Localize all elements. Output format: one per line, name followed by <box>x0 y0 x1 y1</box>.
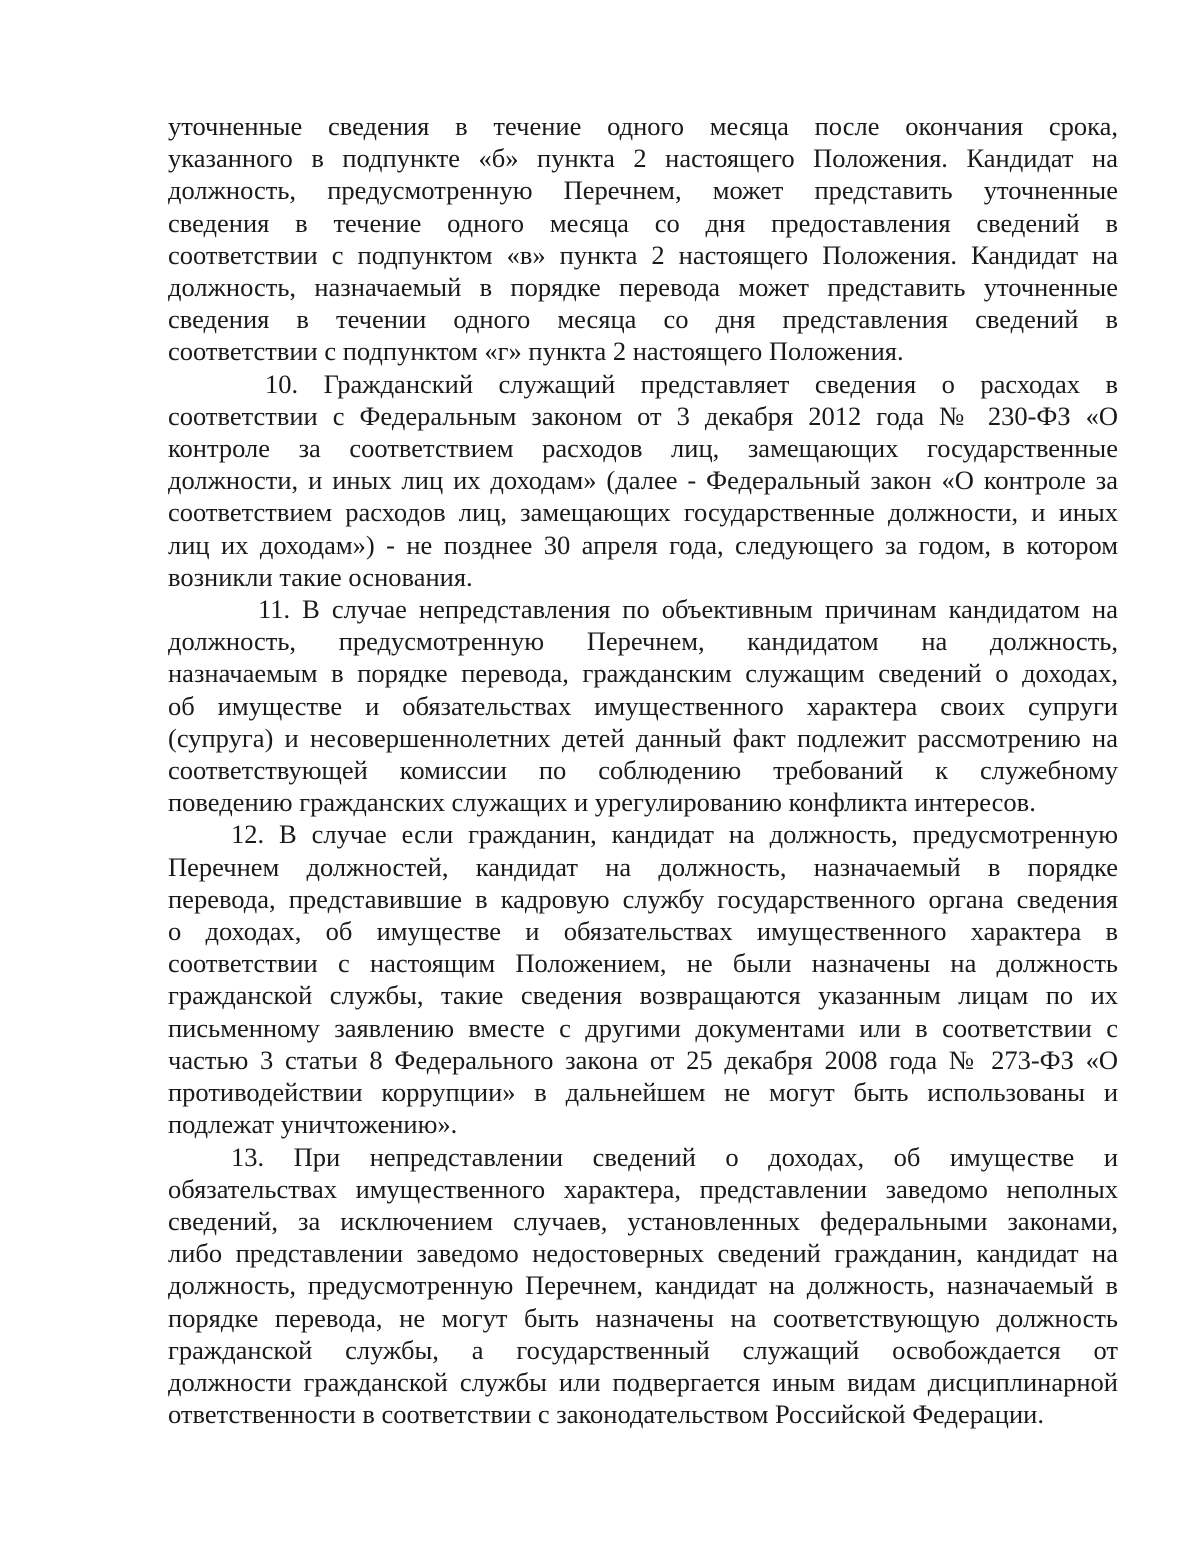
text-line: назначаемым в порядке перевода, гражданским служащим сведений о доходах, <box>168 658 1118 689</box>
text-line: либо представлении заведомо недостоверных сведений гражданин, кандидат на <box>168 1238 1118 1269</box>
text-line: (супруга) и несовершеннолетних детей данный факт подлежит рассмотрению на <box>168 722 1118 753</box>
paragraph-continuation <box>168 110 1118 368</box>
text-line: контроле за соответствием расходов лиц, замещающих государственные <box>168 433 1118 464</box>
text-line: соответствующей комиссии по соблюдению требований к служебному <box>168 755 1118 786</box>
paragraph-item-10 <box>168 368 1118 593</box>
text-line: соответствии с подпунктом «в» пункта 2 настоящего Положения. Кандидат на <box>168 239 1118 270</box>
paragraph-item-12 <box>168 818 1118 1140</box>
text-line: должности гражданской службы или подвергается иным видам дисциплинарной <box>168 1366 1118 1397</box>
text-line: частью 3 статьи 8 Федерального закона от 25 декабря 2008 года № 273-ФЗ «О <box>168 1044 1118 1075</box>
text-line: поведению гражданских служащих и урегулированию конфликта интересов. <box>168 787 1036 818</box>
text-line: 13. При непредставлении сведений о доходах, об имуществе и <box>231 1141 1118 1172</box>
text-line: должность, предусмотренную Перечнем, кандидат на должность, назначаемый в <box>168 1270 1118 1301</box>
text-line: 10. Гражданский служащий представляет сведения о расходах в <box>265 368 1118 399</box>
text-line: ответственности в соответствии с законодательством Российской Федерации. <box>168 1399 1044 1430</box>
text-line: о доходах, об имуществе и обязательствах имущественного характера в <box>168 916 1118 947</box>
text-line: сведения в течении одного месяца со дня представления сведений в <box>168 304 1118 335</box>
paragraph-item-13 <box>168 1141 1118 1431</box>
text-line: 11. В случае непредставления по объективным причинам кандидатом на <box>258 594 1118 625</box>
text-line: 12. В случае если гражданин, кандидат на должность, предусмотренную <box>231 819 1118 850</box>
text-line: гражданской службы, а государственный служащий освобождается от <box>168 1334 1118 1365</box>
text-line: порядке перевода, не могут быть назначены на соответствующую должность <box>168 1302 1118 1333</box>
text-line: подлежат уничтожению». <box>168 1109 458 1140</box>
text-line: должность, предусмотренную Перечнем, кандидатом на должность, <box>168 626 1118 657</box>
text-line: сведений, за исключением случаев, установленных федеральными законами, <box>168 1205 1118 1236</box>
text-line: указанного в подпункте «б» пункта 2 настоящего Положения. Кандидат на <box>168 143 1118 174</box>
document-body <box>168 110 1118 1430</box>
text-line: лиц их доходам») - не позднее 30 апреля года, следующего за годом, в котором <box>168 529 1118 560</box>
paragraph-item-11 <box>168 593 1118 818</box>
text-line: уточненные сведения в течение одного месяца после окончания срока, <box>168 111 1118 141</box>
text-line: возникли такие основания. <box>168 561 473 592</box>
text-line: об имуществе и обязательствах имущественного характера своих супруги <box>168 690 1118 721</box>
text-line: сведения в течение одного месяца со дня предоставления сведений в <box>168 207 1118 238</box>
text-line: соответствии с подпунктом «г» пункта 2 настоящего Положения. <box>168 336 904 367</box>
text-line: должность, предусмотренную Перечнем, может представить уточненные <box>168 175 1118 206</box>
text-line: обязательствах имущественного характера, представлении заведомо неполных <box>168 1173 1118 1204</box>
text-line: Перечнем должностей, кандидат на должность, назначаемый в порядке <box>168 851 1118 882</box>
text-line: должности, и иных лиц их доходам» (далее - Федеральный закон «О контроле за <box>168 465 1118 496</box>
text-line: противодействии коррупции» в дальнейшем не могут быть использованы и <box>168 1077 1118 1108</box>
text-line: соответствии с Федеральным законом от 3 декабря 2012 года № 230-ФЗ «О <box>168 400 1118 431</box>
text-line: должность, назначаемый в порядке перевода может представить уточненные <box>168 272 1118 303</box>
text-line: соответствием расходов лиц, замещающих государственные должности, и иных <box>168 497 1118 528</box>
text-line: гражданской службы, такие сведения возвращаются указанным лицам по их <box>168 980 1118 1011</box>
text-line: письменному заявлению вместе с другими документами или в соответствии с <box>168 1012 1118 1043</box>
text-line: перевода, представившие в кадровую службу государственного органа сведения <box>168 883 1118 914</box>
text-line: соответствии с настоящим Положением, не были назначены на должность <box>168 948 1118 979</box>
